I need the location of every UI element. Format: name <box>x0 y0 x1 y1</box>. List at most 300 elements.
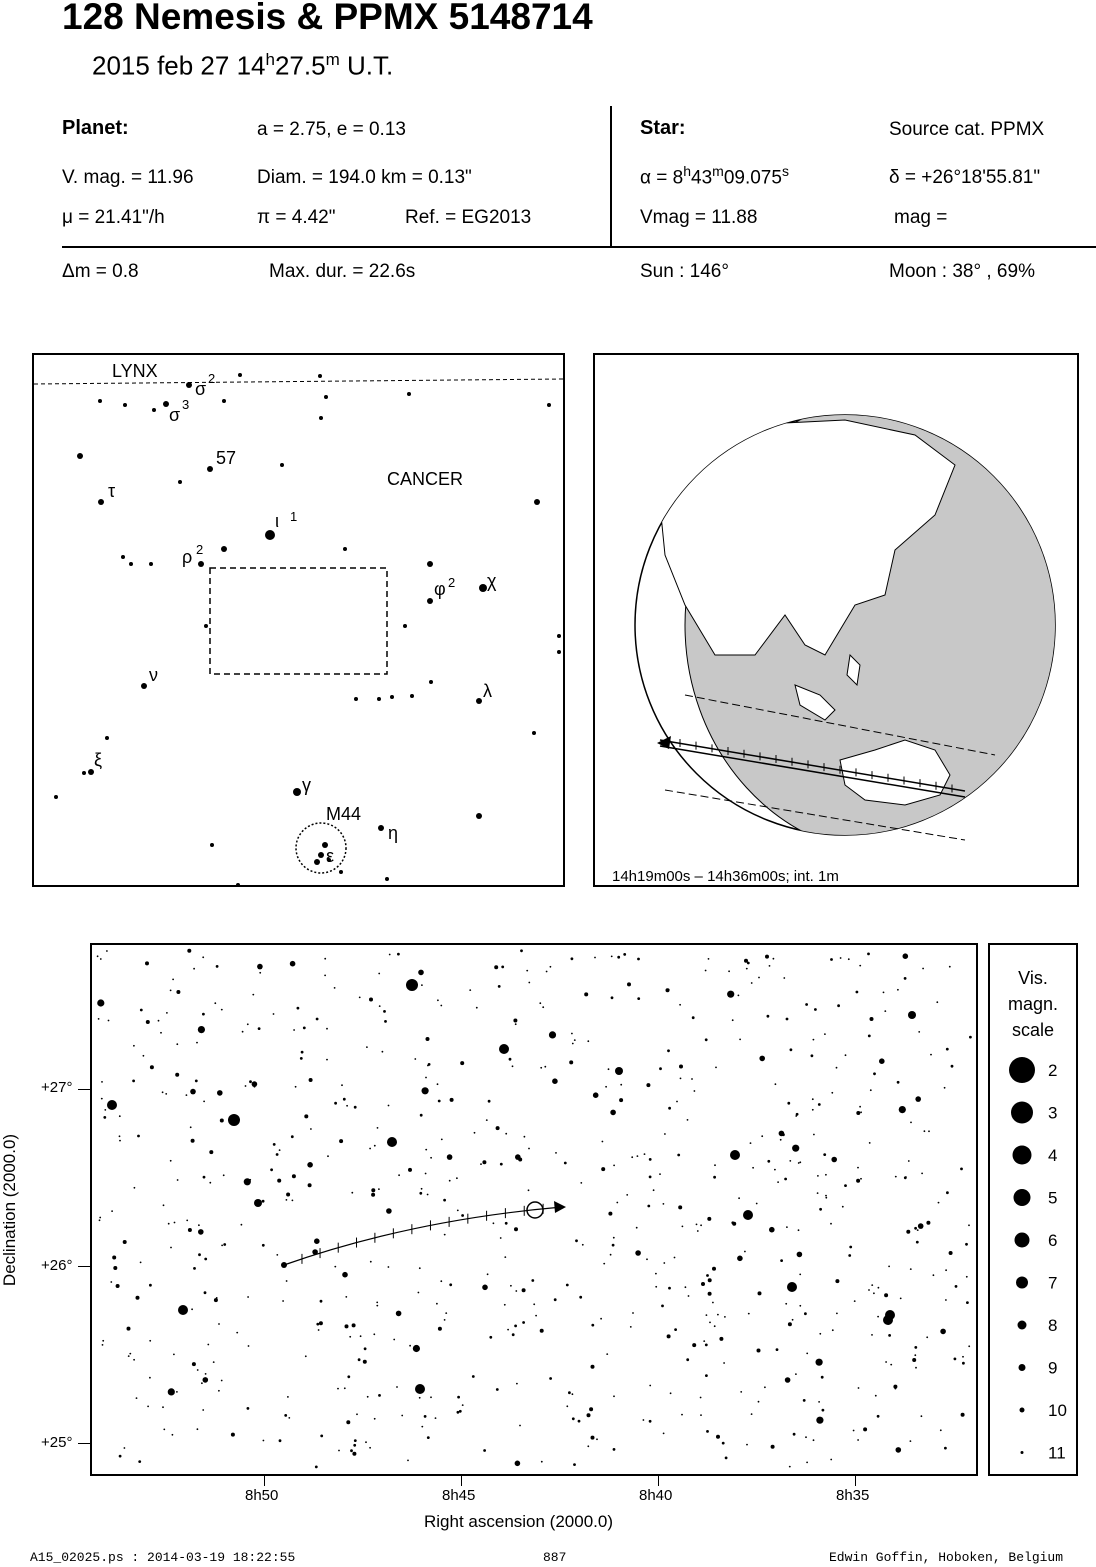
chart-star <box>401 1415 403 1417</box>
chart-star <box>674 1257 676 1259</box>
chart-star <box>823 1153 826 1156</box>
chart-star <box>388 1266 390 1268</box>
chart-star <box>487 1273 489 1275</box>
chart-star <box>202 1409 204 1411</box>
chart-star <box>580 1182 582 1184</box>
chart-star <box>696 1224 698 1226</box>
scale-label-10: 10 <box>1048 1401 1067 1420</box>
label-chi: χ <box>487 571 497 591</box>
finder-star <box>378 825 384 831</box>
chart-star <box>286 1193 290 1197</box>
chart-star <box>482 1160 486 1164</box>
chart-star-bright <box>499 1044 509 1054</box>
scale-dot-7 <box>1016 1277 1028 1289</box>
chart-star <box>612 1244 615 1247</box>
sun-elongation: Sun : 146° <box>640 261 729 282</box>
chart-star <box>713 1176 716 1179</box>
chart-star <box>653 1189 655 1191</box>
chart-star-bright <box>743 1210 753 1220</box>
chart-star <box>528 982 530 984</box>
chart-star <box>376 1302 378 1304</box>
chart-star <box>213 1361 215 1363</box>
chart-star <box>878 1287 880 1289</box>
chart-star <box>195 1080 198 1083</box>
chart-star <box>769 965 771 967</box>
chart-star <box>722 1442 725 1445</box>
chart-star <box>99 1219 101 1221</box>
chart-star <box>316 1018 319 1021</box>
label-xi: ξ <box>94 750 103 770</box>
chart-star <box>870 1089 872 1091</box>
chart-star <box>759 1056 765 1062</box>
finder-star <box>547 403 551 407</box>
scale-svg <box>990 945 1076 1474</box>
chart-star <box>535 1315 537 1317</box>
finder-chart-svg <box>34 355 563 885</box>
chart-star <box>668 1287 671 1290</box>
chart-star <box>566 1405 568 1407</box>
chart-star <box>193 1267 196 1270</box>
chart-star <box>703 1340 705 1342</box>
chart-star <box>173 1354 175 1356</box>
finder-star <box>121 555 125 559</box>
chart-star <box>249 1080 252 1083</box>
chart-star <box>186 1094 188 1096</box>
chart-star <box>397 953 400 956</box>
chart-star <box>728 970 730 972</box>
chart-star <box>460 1061 464 1065</box>
chart-star <box>494 965 498 969</box>
chart-star <box>367 1396 369 1398</box>
label-epsilon: ε <box>326 846 335 866</box>
chart-star <box>457 1411 460 1414</box>
chart-star <box>817 1192 819 1194</box>
chart-star <box>601 1167 605 1171</box>
chart-star <box>488 1100 491 1103</box>
chart-star <box>572 1393 574 1395</box>
chart-star <box>587 1445 589 1447</box>
chart-star <box>637 1155 639 1157</box>
chart-star <box>961 1413 965 1417</box>
chart-star <box>782 1133 785 1136</box>
chart-star <box>895 1388 897 1390</box>
chart-star <box>326 1059 328 1061</box>
chart-star <box>777 1181 779 1183</box>
chart-star <box>831 1157 837 1163</box>
chart-star <box>549 1377 552 1380</box>
chart-star <box>393 1339 395 1341</box>
chart-star <box>486 1119 488 1121</box>
finder-stars <box>54 373 561 885</box>
chart-star <box>799 1274 801 1276</box>
label-iota-sup: 1 <box>290 509 298 524</box>
chart-star <box>574 1039 576 1041</box>
star-mag: mag = <box>894 207 948 228</box>
chart-star <box>949 966 951 968</box>
chart-star-bright <box>254 1199 262 1207</box>
chart-star <box>706 1314 708 1316</box>
asteroid-arrowhead <box>554 1201 566 1213</box>
chart-star <box>688 1295 690 1297</box>
chart-star <box>363 1360 367 1364</box>
chart-star <box>758 1401 760 1403</box>
y-tick-27 <box>78 1089 90 1090</box>
chart-star <box>819 1208 822 1211</box>
finder-star <box>343 547 347 551</box>
chart-star <box>786 1018 789 1021</box>
chart-star <box>910 1440 912 1442</box>
chart-star <box>347 1375 350 1378</box>
finder-star <box>221 546 227 552</box>
chart-star <box>905 1176 907 1178</box>
chart-star <box>682 1226 684 1228</box>
chart-star <box>496 1388 499 1391</box>
chart-star <box>445 1312 447 1314</box>
chart-star <box>674 1328 677 1331</box>
scale-label-7: 7 <box>1048 1273 1058 1293</box>
chart-star <box>133 1045 135 1047</box>
finder-star <box>238 373 242 377</box>
chart-star <box>908 1160 910 1162</box>
scale-dot-4 <box>1013 1146 1032 1165</box>
chart-star <box>818 1401 820 1403</box>
chart-star <box>512 1065 514 1067</box>
chart-star <box>398 1174 400 1176</box>
chart-star <box>870 1017 874 1021</box>
chart-star <box>816 1417 823 1424</box>
chart-star <box>279 1439 282 1442</box>
chart-star <box>890 1364 892 1366</box>
chart-star <box>968 1224 970 1226</box>
chart-star <box>540 1067 542 1069</box>
chart-star <box>748 1313 750 1315</box>
chart-star-bright <box>730 1150 740 1160</box>
chart-star <box>663 1203 665 1205</box>
chart-star <box>345 1296 347 1298</box>
chart-star <box>944 1447 947 1450</box>
chart-star <box>955 1285 958 1288</box>
chart-star <box>914 1346 917 1349</box>
chart-star <box>867 953 870 956</box>
chart-star <box>918 1031 920 1033</box>
finder-star <box>210 843 214 847</box>
chart-star <box>568 1391 571 1394</box>
chart-star <box>421 1426 423 1428</box>
chart-star <box>388 1105 390 1107</box>
chart-star <box>190 1089 196 1095</box>
chart-star <box>617 956 620 959</box>
chart-star <box>871 1284 873 1286</box>
chart-star <box>623 953 626 956</box>
chart-star <box>758 977 760 979</box>
chart-star <box>613 1237 615 1239</box>
chart-star <box>830 1223 832 1225</box>
chart-star <box>647 1205 650 1208</box>
chart-star <box>110 1281 112 1283</box>
finder-star <box>557 634 561 638</box>
chart-star-bright <box>228 1114 240 1126</box>
finder-star <box>152 408 156 412</box>
chart-star <box>425 1173 427 1175</box>
chart-star <box>608 1212 612 1216</box>
chart-star <box>334 1266 336 1268</box>
chart-star-bright <box>107 1100 117 1110</box>
chart-star-bright <box>883 1315 893 1325</box>
chart-star <box>176 990 180 994</box>
chart-star <box>501 966 504 969</box>
finder-star <box>149 562 153 566</box>
chart-star <box>541 1461 543 1463</box>
chart-star <box>700 1224 702 1226</box>
label-gamma: γ <box>302 775 311 795</box>
chart-star <box>821 1376 824 1379</box>
chart-star <box>619 1098 623 1102</box>
chart-star <box>637 958 640 961</box>
chart-star <box>739 1039 741 1041</box>
chart-star <box>940 1429 942 1431</box>
finder-star <box>377 697 381 701</box>
chart-star <box>849 1246 852 1249</box>
finder-star <box>141 683 147 689</box>
chart-star <box>705 1374 708 1377</box>
chart-star <box>370 1261 372 1263</box>
chart-star <box>262 1200 265 1203</box>
chart-star <box>383 1010 386 1013</box>
chart-star <box>198 1224 200 1226</box>
chart-star <box>262 1244 265 1247</box>
chart-star <box>904 977 907 980</box>
chart-star <box>610 1110 616 1116</box>
chart-star <box>342 1272 348 1278</box>
chart-star <box>97 999 104 1006</box>
globe-svg <box>595 355 1077 885</box>
chart-star <box>916 1241 919 1244</box>
finder-star <box>354 697 358 701</box>
chart-star <box>649 1420 652 1423</box>
chart-star <box>258 1027 261 1030</box>
label-m44: M44 <box>326 804 362 824</box>
chart-star <box>124 1447 126 1449</box>
scale-label-5: 5 <box>1048 1188 1058 1208</box>
chart-star <box>413 1345 420 1352</box>
chart-star <box>706 1274 709 1277</box>
scale-label-3: 3 <box>1048 1103 1058 1123</box>
chart-star <box>848 958 850 960</box>
chart-star <box>221 1009 223 1011</box>
chart-star-bright <box>908 1011 916 1019</box>
chart-star <box>165 1093 167 1095</box>
chart-star <box>291 1135 294 1138</box>
chart-star <box>945 1299 947 1301</box>
chart-star <box>123 1240 127 1244</box>
chart-star <box>374 1418 376 1420</box>
chart-star <box>667 1049 670 1052</box>
chart-star <box>757 1349 761 1353</box>
chart-star <box>119 1135 121 1137</box>
chart-star <box>635 1250 641 1256</box>
finder-star <box>385 877 389 881</box>
chart-star <box>103 1116 106 1119</box>
chart-star <box>679 1004 681 1006</box>
chart-star <box>608 1068 610 1070</box>
chart-star <box>526 970 528 972</box>
label-iota: ι <box>275 511 279 531</box>
chart-star <box>168 1388 175 1395</box>
chart-star <box>396 1311 402 1317</box>
chart-star <box>836 1313 838 1315</box>
chart-star <box>620 1084 622 1086</box>
chart-star <box>969 1036 972 1039</box>
chart-star <box>694 1090 696 1092</box>
chart-star <box>430 1396 432 1398</box>
finder-star <box>339 870 343 874</box>
chart-star <box>611 996 614 999</box>
chart-star <box>104 1109 106 1111</box>
chart-star <box>461 1214 464 1217</box>
scale-title-line-1: Vis. <box>1018 968 1048 988</box>
chart-star <box>813 1134 815 1136</box>
chart-star <box>102 1344 104 1346</box>
magnitude-drop: Δm = 0.8 <box>62 261 139 282</box>
chart-star <box>218 1390 220 1392</box>
chart-star <box>630 1326 632 1328</box>
chart-star <box>149 1284 152 1287</box>
chart-star <box>712 1302 714 1304</box>
chart-star <box>509 1058 512 1061</box>
chart-star <box>818 1103 821 1106</box>
chart-star <box>716 1435 720 1439</box>
chart-star <box>209 1182 211 1184</box>
finder-star <box>427 561 433 567</box>
x-tick-label-835: 8h35 <box>836 1487 870 1504</box>
chart-star <box>816 1359 823 1366</box>
chart-star <box>469 989 471 991</box>
chart-star <box>884 1293 888 1297</box>
chart-star <box>273 1143 276 1146</box>
chart-star <box>149 1377 151 1379</box>
chart-star <box>197 1428 199 1430</box>
scale-label-9: 9 <box>1048 1358 1058 1378</box>
chart-star <box>513 1019 517 1023</box>
chart-star <box>765 955 769 959</box>
chart-star <box>707 1217 711 1221</box>
chart-star <box>279 1149 281 1151</box>
chart-star <box>832 1329 834 1331</box>
chart-star <box>286 1280 288 1282</box>
globe-panel <box>593 353 1079 887</box>
chart-star <box>784 1178 787 1181</box>
chart-star <box>248 1345 250 1347</box>
chart-star <box>119 1140 121 1142</box>
footer-author: Edwin Goffin, Hoboken, Belgium <box>829 1550 1064 1565</box>
chart-star <box>512 1333 515 1336</box>
chart-star <box>836 1067 838 1069</box>
chart-star <box>191 1308 193 1310</box>
scale-dot-9 <box>1019 1364 1026 1371</box>
chart-star <box>137 1135 140 1138</box>
chart-star <box>101 1081 103 1083</box>
header-divider-horizontal <box>62 246 1096 248</box>
chart-star <box>480 1163 482 1165</box>
chart-star <box>354 1439 357 1442</box>
y-tick-26 <box>78 1266 90 1267</box>
chart-star <box>686 1358 689 1361</box>
chart-star <box>600 1318 602 1320</box>
chart-star <box>922 968 924 970</box>
chart-star <box>705 970 707 972</box>
finder-star <box>319 416 323 420</box>
star-source-catalog: Source cat. PPMX <box>889 119 1045 140</box>
scale-label-4: 4 <box>1048 1146 1058 1165</box>
chart-star <box>540 1329 544 1333</box>
chart-star <box>679 1065 683 1069</box>
chart-star <box>825 1195 827 1197</box>
chart-star <box>591 1436 595 1440</box>
scale-dot-8 <box>1018 1321 1027 1330</box>
chart-star <box>883 992 885 994</box>
star-chart <box>90 943 978 1476</box>
chart-star <box>830 1459 832 1461</box>
chart-star <box>360 1335 362 1337</box>
chart-star <box>203 1101 205 1103</box>
chart-star <box>871 1334 873 1336</box>
chart-star <box>163 1429 165 1431</box>
chart-star <box>918 1223 924 1229</box>
chart-star <box>520 949 523 952</box>
chart-star <box>933 1274 935 1276</box>
finder-star <box>476 813 482 819</box>
chart-star <box>613 1395 615 1397</box>
chart-star <box>430 1157 432 1159</box>
chart-star <box>542 1006 544 1008</box>
chart-star <box>339 1139 343 1143</box>
chart-star <box>552 1078 558 1084</box>
chart-star <box>203 1377 209 1383</box>
finder-star <box>123 403 127 407</box>
finder-star <box>129 562 133 566</box>
chart-star <box>252 994 254 996</box>
chart-star <box>636 1227 638 1229</box>
chart-star <box>944 1087 946 1089</box>
y-axis-label: Declination (2000.0) <box>0 1133 19 1287</box>
finder-star <box>82 771 86 775</box>
chart-star <box>921 1415 923 1417</box>
star-chart-svg <box>92 945 976 1474</box>
chart-star <box>539 1002 541 1004</box>
finder-star <box>207 466 213 472</box>
chart-star <box>792 1145 799 1152</box>
label-lynx: LYNX <box>112 361 158 381</box>
chart-star <box>113 1266 117 1270</box>
chart-star <box>308 1183 312 1187</box>
chart-star <box>483 1449 486 1452</box>
chart-star-bright <box>406 979 418 991</box>
chart-star <box>631 1156 633 1158</box>
chart-star <box>427 1194 429 1196</box>
chart-star <box>914 1354 916 1356</box>
chart-star <box>845 1054 847 1056</box>
chart-star <box>438 1327 442 1331</box>
chart-star <box>566 1284 569 1287</box>
chart-star <box>706 1430 709 1433</box>
chart-star <box>546 971 548 973</box>
chart-star <box>691 1078 693 1080</box>
chart-star <box>426 1037 430 1041</box>
page-title: 128 Nemesis & PPMX 5148714 <box>62 0 593 37</box>
chart-star <box>500 1163 503 1166</box>
chart-star <box>928 1130 930 1132</box>
chart-star <box>276 1153 279 1156</box>
